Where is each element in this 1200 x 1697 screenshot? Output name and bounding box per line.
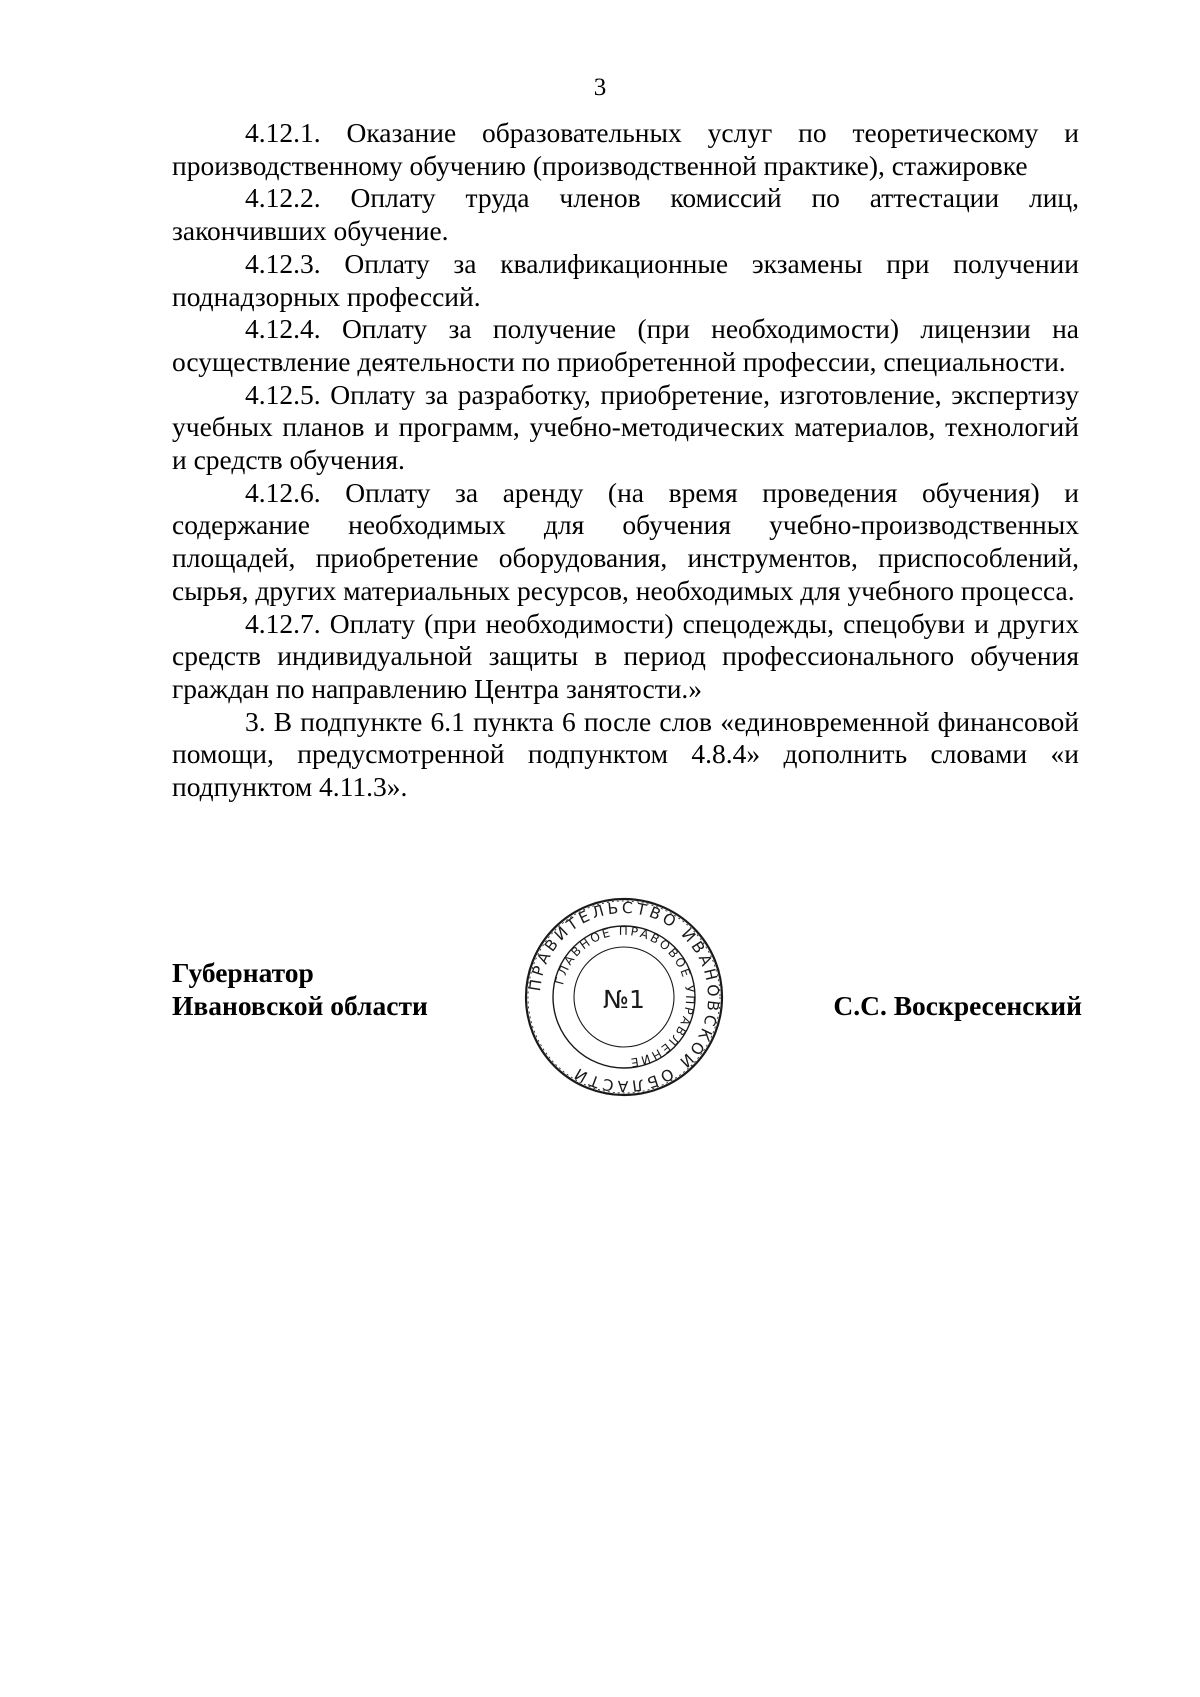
signatory-position [172,956,428,1022]
signatory-name: С.С. Воскресенский [833,990,1082,1021]
paragraph-4-12-1: 4.12.1. Оказание образовательных услуг по теоретическому и производственному обучению (производственной практике), стажировке [172,117,1079,181]
position-line-1: Губернатор [172,957,314,988]
document-body [172,117,1079,804]
seal-inner-text: ГЛАВНОЕ ПРАВОВОЕ УПРАВЛЕНИЕ [552,923,698,1070]
paragraph-4-12-7: 4.12.7. Оплату (при необходимости) спецодежды, спецобуви и других средств индивидуальной защиты в период профессионального обучения граждан по направлению Центра занятости.» [172,607,1079,704]
paragraph-3: 3. В подпункте 6.1 пункта 6 после слов «единовременной финансовой помощи, предусмотренной подпунктом 4.8.4» дополнить словами «и подпунктом 4.11.3». [172,705,1079,803]
paragraph-4-12-4: 4.12.4. Оплату за получение (при необходимости) лицензии на осуществление деятельности по приобретенной профессии, специальности. [172,313,1079,377]
position-line-2: Ивановской области [172,990,428,1021]
seal-number: №1 [603,985,645,1014]
paragraph-4-12-5: 4.12.5. Оплату за разработку, приобретение, изготовление, экспертизу учебных планов и программ, учебно-методических материалов, технологий и средств обучения. [172,378,1079,476]
paragraph-4-12-6: 4.12.6. Оплату за аренду (на время проведения обучения) и содержание необходимых для обучения учебно-производственных площадей, приобретение оборудования, инструментов, приспособлений, сырья, других материальных ресурсов, необходимых для учебного процесса. [172,476,1079,606]
official-seal [522,895,726,1099]
paragraph-4-12-2: 4.12.2. Оплату труда членов комиссий по аттестации лиц, закончивших обучение. [172,182,1079,247]
paragraph-4-12-3: 4.12.3. Оплату за квалификационные экзамены при получении поднадзорных профессий. [172,247,1079,312]
seal-outer-text: ПРАВИТЕЛЬСТВО ИВАНОВСКОЙ ОБЛАСТИ [525,898,723,1096]
page-number: 3 [593,74,607,101]
